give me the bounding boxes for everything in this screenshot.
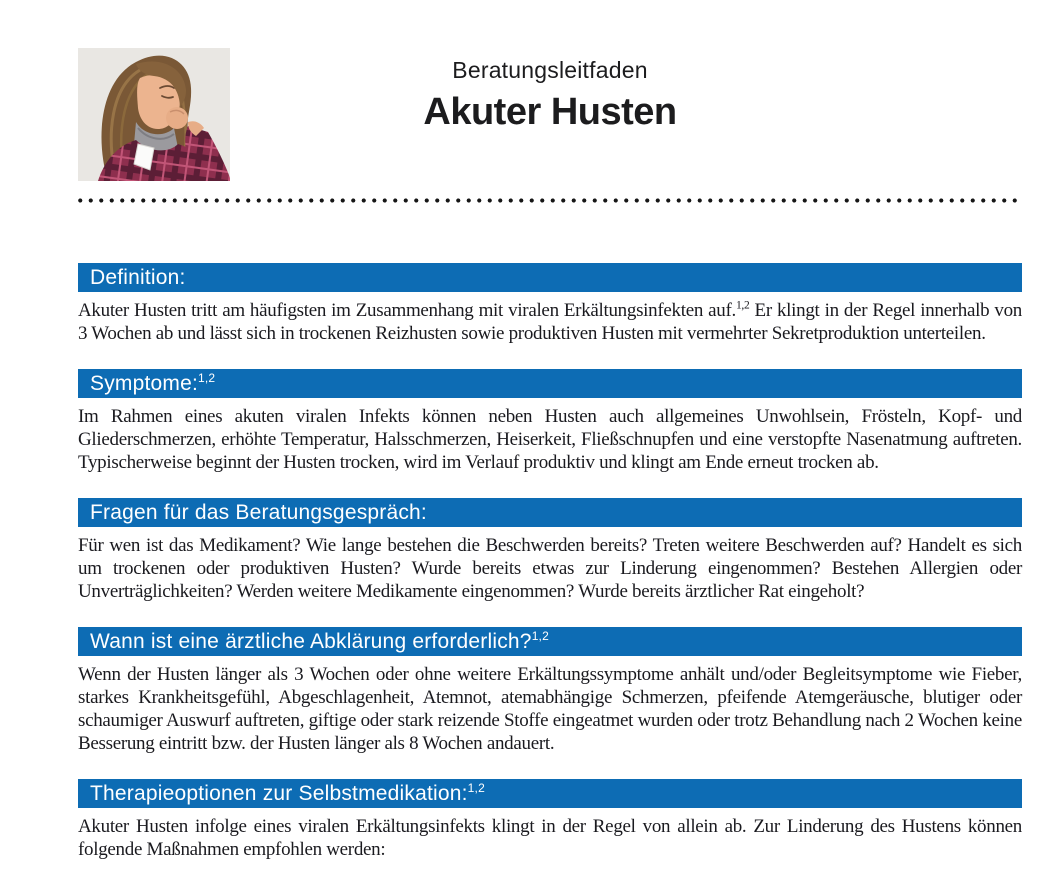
- body-text: Akuter Husten tritt am häufigsten im Zusammenhang mit viralen Erkältungsinfekten auf.: [78, 300, 736, 321]
- reference-superscript: 1,2: [467, 781, 485, 795]
- body-text: Er klingt in der Regel innerhalb von 3 Wochen ab und lässt sich in trockenen Reizhusten sowie produktiven Husten mit vermehrter Sekretproduktion unterteilen.: [78, 300, 1022, 344]
- section-therapieoptionen: [78, 779, 1022, 861]
- reference-superscript: 1,2: [531, 629, 549, 643]
- section-aerztliche-abklaerung: [78, 627, 1022, 755]
- section-header-beratungsgespraech: [78, 498, 1022, 527]
- section-body-aerztliche-abklaerung: Wenn der Husten länger als 3 Wochen oder ohne weitere Erkältungssymptome anhält und/oder Begleitsymptome wie Fieber, starkes Krankheitsgefühl, Abgeschlagenheit, Atemnot, atemabhängige Schmerzen, pfeifende Atemgeräusche, blutiger oder schaumiger Auswurf auftreten, giftige oder stark reizende Stoffe eingeatmet wurden oder trotz Behandlung nach 2 Wochen keine Besserung eintritt bzw. der Husten länger als 8 Wochen andauert.: [78, 664, 1022, 754]
- section-title: Wann ist eine ärztliche Abklärung erforderlich?: [90, 630, 532, 653]
- dotted-divider: [75, 197, 1022, 204]
- page-title: Akuter Husten: [423, 91, 677, 133]
- section-header-aerztliche-abklaerung: [78, 627, 1022, 656]
- section-header-symptome: [78, 369, 1022, 398]
- reference-superscript: 1,2: [198, 371, 216, 385]
- section-symptome: [78, 369, 1022, 474]
- section-title: Therapieoptionen zur Selbstmedikation:: [90, 782, 468, 805]
- document-kicker: Beratungsleitfaden: [452, 57, 648, 83]
- section-definition: [78, 263, 1022, 345]
- header-titles: [78, 57, 1022, 134]
- section-title: Definition:: [90, 266, 186, 289]
- section-header-definition: [78, 263, 1022, 292]
- section-body-symptome: Im Rahmen eines akuten viralen Infekts können neben Husten auch allgemeines Unwohlsein, Frösteln, Kopf- und Gliederschmerzen, erhöhte Temperatur, Halsschmerzen, Heiserkeit, Fließschnupfen und eine verstopfte Nasenatmung auftreten. Typischerweise beginnt der Husten trocken, wird im Verlauf produktiv und klingt am Ende erneut trocken ab.: [78, 406, 1022, 473]
- section-body-beratungsgespraech: Für wen ist das Medikament? Wie lange bestehen die Beschwerden bereits? Treten weitere Beschwerden auf? Handelt es sich um trockenen oder produktiven Husten? Wurde bereits etwas zur Linderung eingenommen? Bestehen Allergien oder Unverträglichkeiten? Werden weitere Medikamente eingenommen? Wurde bereits ärztlicher Rat eingeholt?: [78, 535, 1022, 602]
- section-title: Fragen für das Beratungsgespräch:: [90, 501, 427, 524]
- section-body-therapieoptionen: Akuter Husten infolge eines viralen Erkältungsinfekts klingt in der Regel von allein ab. Zur Linderung des Hustens können folgende Maßnahmen empfohlen werden:: [78, 816, 1022, 860]
- reference-superscript: 1,2: [735, 299, 750, 312]
- section-title: Symptome:: [90, 372, 198, 395]
- section-body-definition: [78, 299, 1022, 345]
- section-beratungsgespraech: [78, 498, 1022, 603]
- section-header-therapieoptionen: [78, 779, 1022, 808]
- content-sections: [78, 263, 1022, 861]
